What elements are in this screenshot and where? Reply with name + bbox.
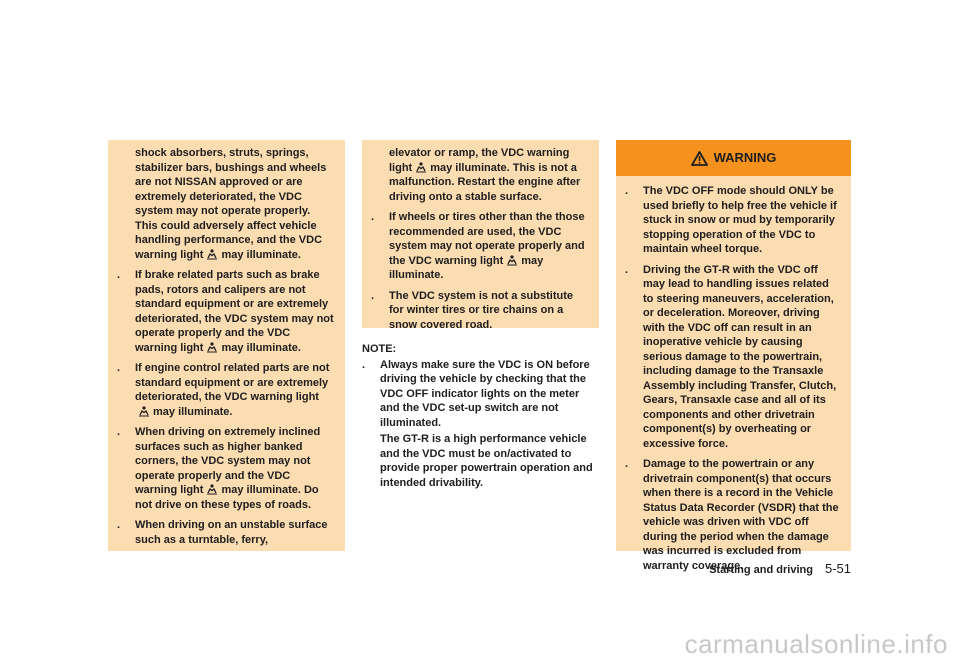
bullet: . <box>362 358 366 371</box>
bullet: . <box>371 211 375 223</box>
list-item <box>117 268 335 355</box>
list-item <box>625 263 841 452</box>
list-item <box>362 358 599 431</box>
list-item-text: If brake related parts such as brake pads, rotors and calipers are not standard equipment or are extremely deteriorated, the VDC system may not operate properly and the VDC warning light <box>135 269 334 354</box>
paragraph-text: may illuminate. <box>221 248 301 261</box>
bullet: . <box>117 426 121 438</box>
note-label: NOTE: <box>362 343 397 355</box>
warning-header <box>616 140 851 176</box>
list-item-text: may illuminate. <box>389 254 544 281</box>
paragraph-text: elevator or ramp, the VDC warning light <box>389 147 570 174</box>
list-item-text: The VDC system is not a substitute for winter tires or tire chains on a snow covered road. <box>389 289 573 331</box>
page-footer <box>709 561 851 576</box>
section-name: Starting and driving <box>709 564 813 576</box>
vdc-warning-light-icon <box>505 254 519 266</box>
list-item-text: When driving on an unstable surface such as a turntable, ferry, <box>135 519 328 546</box>
vdc-warning-light-icon <box>414 161 428 173</box>
paragraph <box>371 146 589 204</box>
list-item-text: If engine control related parts are not standard equipment or are extremely deteriorated, the VDC warning light <box>135 362 330 403</box>
left-column-panel <box>108 140 345 551</box>
bullet: . <box>117 362 121 374</box>
warning-triangle-icon <box>691 151 708 166</box>
list-item <box>371 210 589 283</box>
list-item <box>117 425 335 512</box>
bullet: . <box>117 519 121 531</box>
warning-title: WARNING <box>713 149 777 165</box>
list-item-text: may illuminate. <box>221 341 301 354</box>
bullet: . <box>625 263 629 276</box>
page-number: 5-51 <box>824 561 851 576</box>
note-block <box>362 342 599 490</box>
list-item <box>117 518 335 547</box>
middle-column-panel <box>362 140 599 331</box>
note-subparagraph: The GT-R is a high performance vehicle and the VDC must be on/activated to provide proper powertrain operation and intended drivability. <box>380 433 593 489</box>
list-item <box>625 184 841 257</box>
list-item-text: The VDC OFF mode should ONLY be used briefly to help free the vehicle if stuck in snow or mud by temporarily stopping operation of the VDC to maintain wheel torque. <box>643 185 837 255</box>
list-item-text: If wheels or tires other than the those recommended are used, the VDC system may not operate properly and the VDC warning light <box>389 211 585 267</box>
list-item-text: Always make sure the VDC is ON before driving the vehicle by checking that the VDC OFF indicator lights on the meter and the VDC set-up switch are not illuminated. <box>380 358 590 429</box>
vdc-warning-light-icon <box>137 405 151 417</box>
paragraph-text: may illuminate. This is not a malfunction. Restart the engine after driving onto a stable surface. <box>389 161 581 203</box>
list-item-text: may illuminate. Do not drive on these types of roads. <box>135 484 319 511</box>
list-item <box>625 457 841 573</box>
list-item-text: Driving the GT-R with the VDC off may lead to handling issues related to steering maneuvers, acceleration, or deceleration. Moreover, driving with the VDC off can result in an inoperative vehicle by causing serious damage to the powertrain, including damage to the Transaxle Assembly including Transfer, Clutch, Gears, Transaxle case and all of its components and other drivetrain component(s) by overheating or excessive force. <box>643 263 837 450</box>
vdc-warning-light-icon <box>205 341 219 353</box>
paragraph <box>117 146 335 262</box>
vdc-warning-light-icon <box>205 483 219 495</box>
bullet: . <box>625 185 629 197</box>
vdc-warning-light-icon <box>205 248 219 260</box>
list-item-text: may illuminate. <box>153 405 233 418</box>
list-item-text: Damage to the powertrain or any drivetrain component(s) that occurs when there is a record in the Vehicle Status Data Recorder (VSDR) that the vehicle was driven with VDC off during the period when the damage was incurred is excluded from warranty coverage. <box>643 458 839 572</box>
watermark: carmanualsonline.info <box>684 629 948 659</box>
bullet: . <box>117 269 121 281</box>
bullet: . <box>371 289 375 302</box>
bullet: . <box>625 458 629 470</box>
list-item <box>371 289 589 333</box>
list-item-text: When driving on extremely inclined surfaces such as higher banked corners, the VDC system may not operate properly and the VDC warning light <box>135 426 321 496</box>
paragraph-text: shock absorbers, struts, springs, stabilizer bars, bushings and wheels are not NISSAN approved or are extremely deteriorated, the VDC system may not operate properly. This could adversely affect vehicle handling performance, and the VDC warning light <box>135 147 327 261</box>
list-item <box>117 361 335 419</box>
